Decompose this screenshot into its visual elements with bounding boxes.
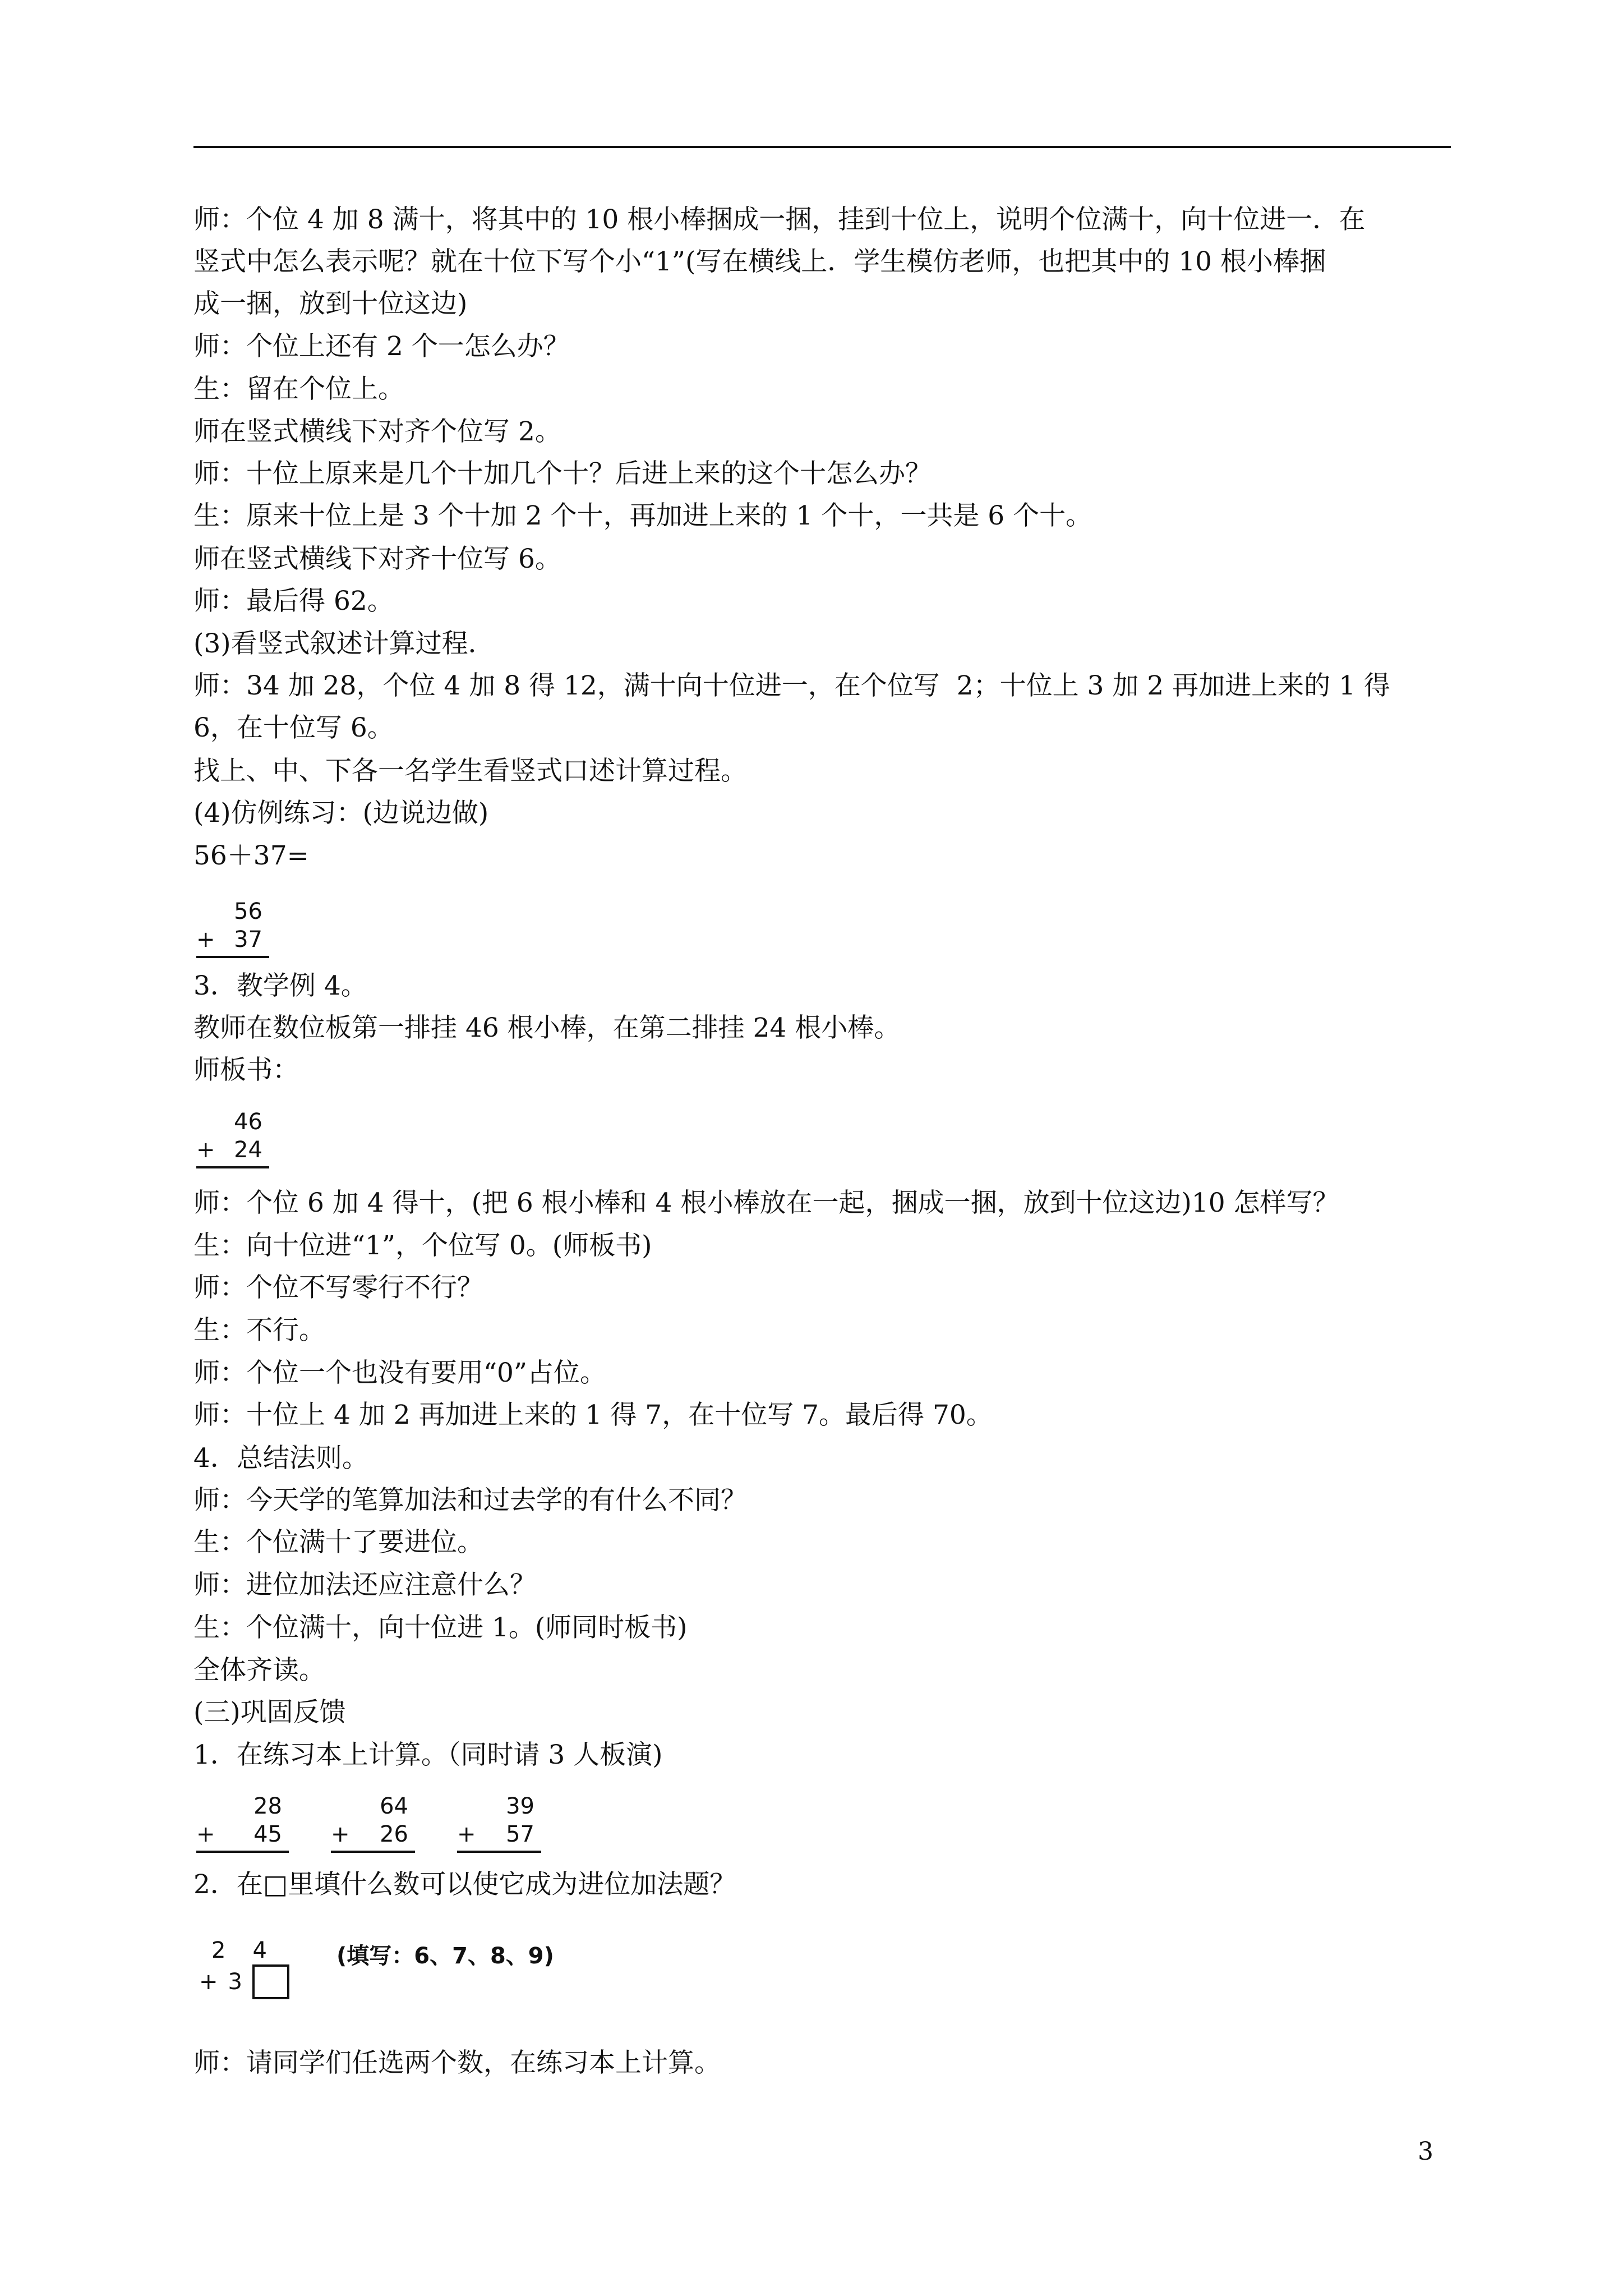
- addend-top: 64: [380, 1793, 408, 1819]
- plus-sign: +: [331, 1821, 350, 1847]
- text-line: 师：今天学的笔算加法和过去学的有什么不同？: [193, 1485, 747, 1516]
- vertical-addition-56-37: [196, 898, 269, 958]
- header-rule: [193, 146, 1451, 148]
- fill-hint: (填写：6、7、8、9): [336, 1943, 554, 1969]
- addend-bottom: 45: [253, 1821, 282, 1847]
- vertical-addition-28-45: [196, 1792, 289, 1853]
- text-line: 生：不行。: [193, 1315, 325, 1346]
- text-line: 4．总结法则。: [193, 1443, 368, 1474]
- text-line: 师：进位加法还应注意什么？: [193, 1570, 536, 1600]
- page-number: 3: [1418, 2137, 1433, 2166]
- text-line: 生：原来十位上是 3 个十加 2 个十，再加进上来的 1 个十，一共是 6 个十。: [193, 500, 1092, 531]
- ones-digit: 4: [252, 1938, 267, 1963]
- text-line: 师：34 加 28，个位 4 加 8 得 12，满十向十位进一，在个位写 2；十位上 3 加 2 再加进上来的 1 得: [193, 670, 1390, 701]
- text-line: 师在竖式横线下对齐个位写 2。: [193, 416, 561, 447]
- addend-top: 56: [234, 899, 262, 924]
- plus-sign: +: [199, 1969, 218, 1995]
- sum-line: [196, 1166, 269, 1168]
- addend-bottom: 37: [234, 927, 262, 953]
- plus-sign: +: [196, 927, 215, 953]
- text-line: 师：个位 4 加 8 满十，将其中的 10 根小棒捆成一捆，挂到十位上，说明个位满十，向十位进一．在: [193, 204, 1366, 235]
- addend-top: 46: [234, 1109, 262, 1135]
- text-line: 师：个位 6 加 4 得十，(把 6 根小棒和 4 根小棒放在一起，捆成一捆，放到十位这边)10 怎样写？: [193, 1188, 1339, 1218]
- plus-sign: +: [457, 1821, 476, 1847]
- text-line: 2．在□里填什么数可以使它成为进位加法题？: [193, 1869, 736, 1900]
- addend-top: 28: [253, 1793, 282, 1819]
- vertical-addition-64-26: [331, 1792, 415, 1853]
- text-line: 生：个位满十了要进位。: [193, 1527, 483, 1558]
- text-line: 教师在数位板第一排挂 46 根小棒，在第二排挂 24 根小棒。: [193, 1013, 901, 1043]
- text-line: 师：个位不写零行不行？: [193, 1272, 483, 1303]
- text-line: (三)巩固反馈: [193, 1697, 346, 1728]
- sum-line: [457, 1851, 541, 1853]
- text-line: 师：请同学们任选两个数，在练习本上计算。: [193, 2047, 721, 2078]
- text-line: 全体齐读。: [193, 1655, 325, 1686]
- sum-line: [196, 956, 269, 958]
- text-line: 师：最后得 62。: [193, 586, 394, 616]
- text-line: 师在竖式横线下对齐十位写 6。: [193, 544, 561, 574]
- text-line: 生：留在个位上。: [193, 374, 404, 404]
- text-line: 师板书：: [193, 1055, 299, 1085]
- plus-sign: +: [196, 1821, 215, 1847]
- text-line: (3)看竖式叙述计算过程．: [193, 628, 495, 659]
- text-line: 3．教学例 4。: [193, 970, 367, 1001]
- addend-bottom: 24: [234, 1137, 262, 1163]
- text-line: (4)仿例练习：(边说边做): [193, 798, 489, 829]
- fill-in-addition: [199, 1936, 300, 1999]
- vertical-addition-39-57: [457, 1792, 541, 1853]
- sum-line: [331, 1851, 415, 1853]
- text-line: 生：向十位进“1”，个位写 0。(师板书): [193, 1230, 652, 1261]
- text-line: 师：十位上原来是几个十加几个十？后进上来的这个十怎么办？: [193, 458, 932, 489]
- text-line: 找上、中、下各一名学生看竖式口述计算过程。: [193, 756, 747, 786]
- text-line: 成一捆，放到十位这边): [193, 288, 468, 319]
- text-line: 1．在练习本上计算。（同时请 3 人板演): [193, 1740, 663, 1770]
- sum-line: [196, 1851, 289, 1853]
- blank-box[interactable]: [252, 1964, 289, 1999]
- text-line: 师：个位上还有 2 个一怎么办？: [193, 331, 570, 362]
- addend-tens-digit: 3: [228, 1969, 242, 1995]
- text-line: 6，在十位写 6。: [193, 712, 394, 743]
- addend-bottom: 57: [506, 1821, 534, 1847]
- vertical-addition-46-24: [196, 1108, 269, 1168]
- plus-sign: +: [196, 1137, 215, 1163]
- text-line: 56＋37=: [193, 840, 309, 871]
- addend-top: 39: [506, 1793, 534, 1819]
- tens-digit: 2: [211, 1938, 226, 1963]
- addend-bottom: 26: [380, 1821, 408, 1847]
- text-line: 生：个位满十，向十位进 1。(师同时板书): [193, 1612, 688, 1643]
- text-line: 师：十位上 4 加 2 再加进上来的 1 得 7，在十位写 7。最后得 70。: [193, 1400, 993, 1430]
- text-line: 师：个位一个也没有要用“0”占位。: [193, 1358, 606, 1388]
- text-line: 竖式中怎么表示呢？就在十位下写个小“1”(写在横线上．学生模仿老师，也把其中的 10 根小棒捆: [193, 246, 1326, 277]
